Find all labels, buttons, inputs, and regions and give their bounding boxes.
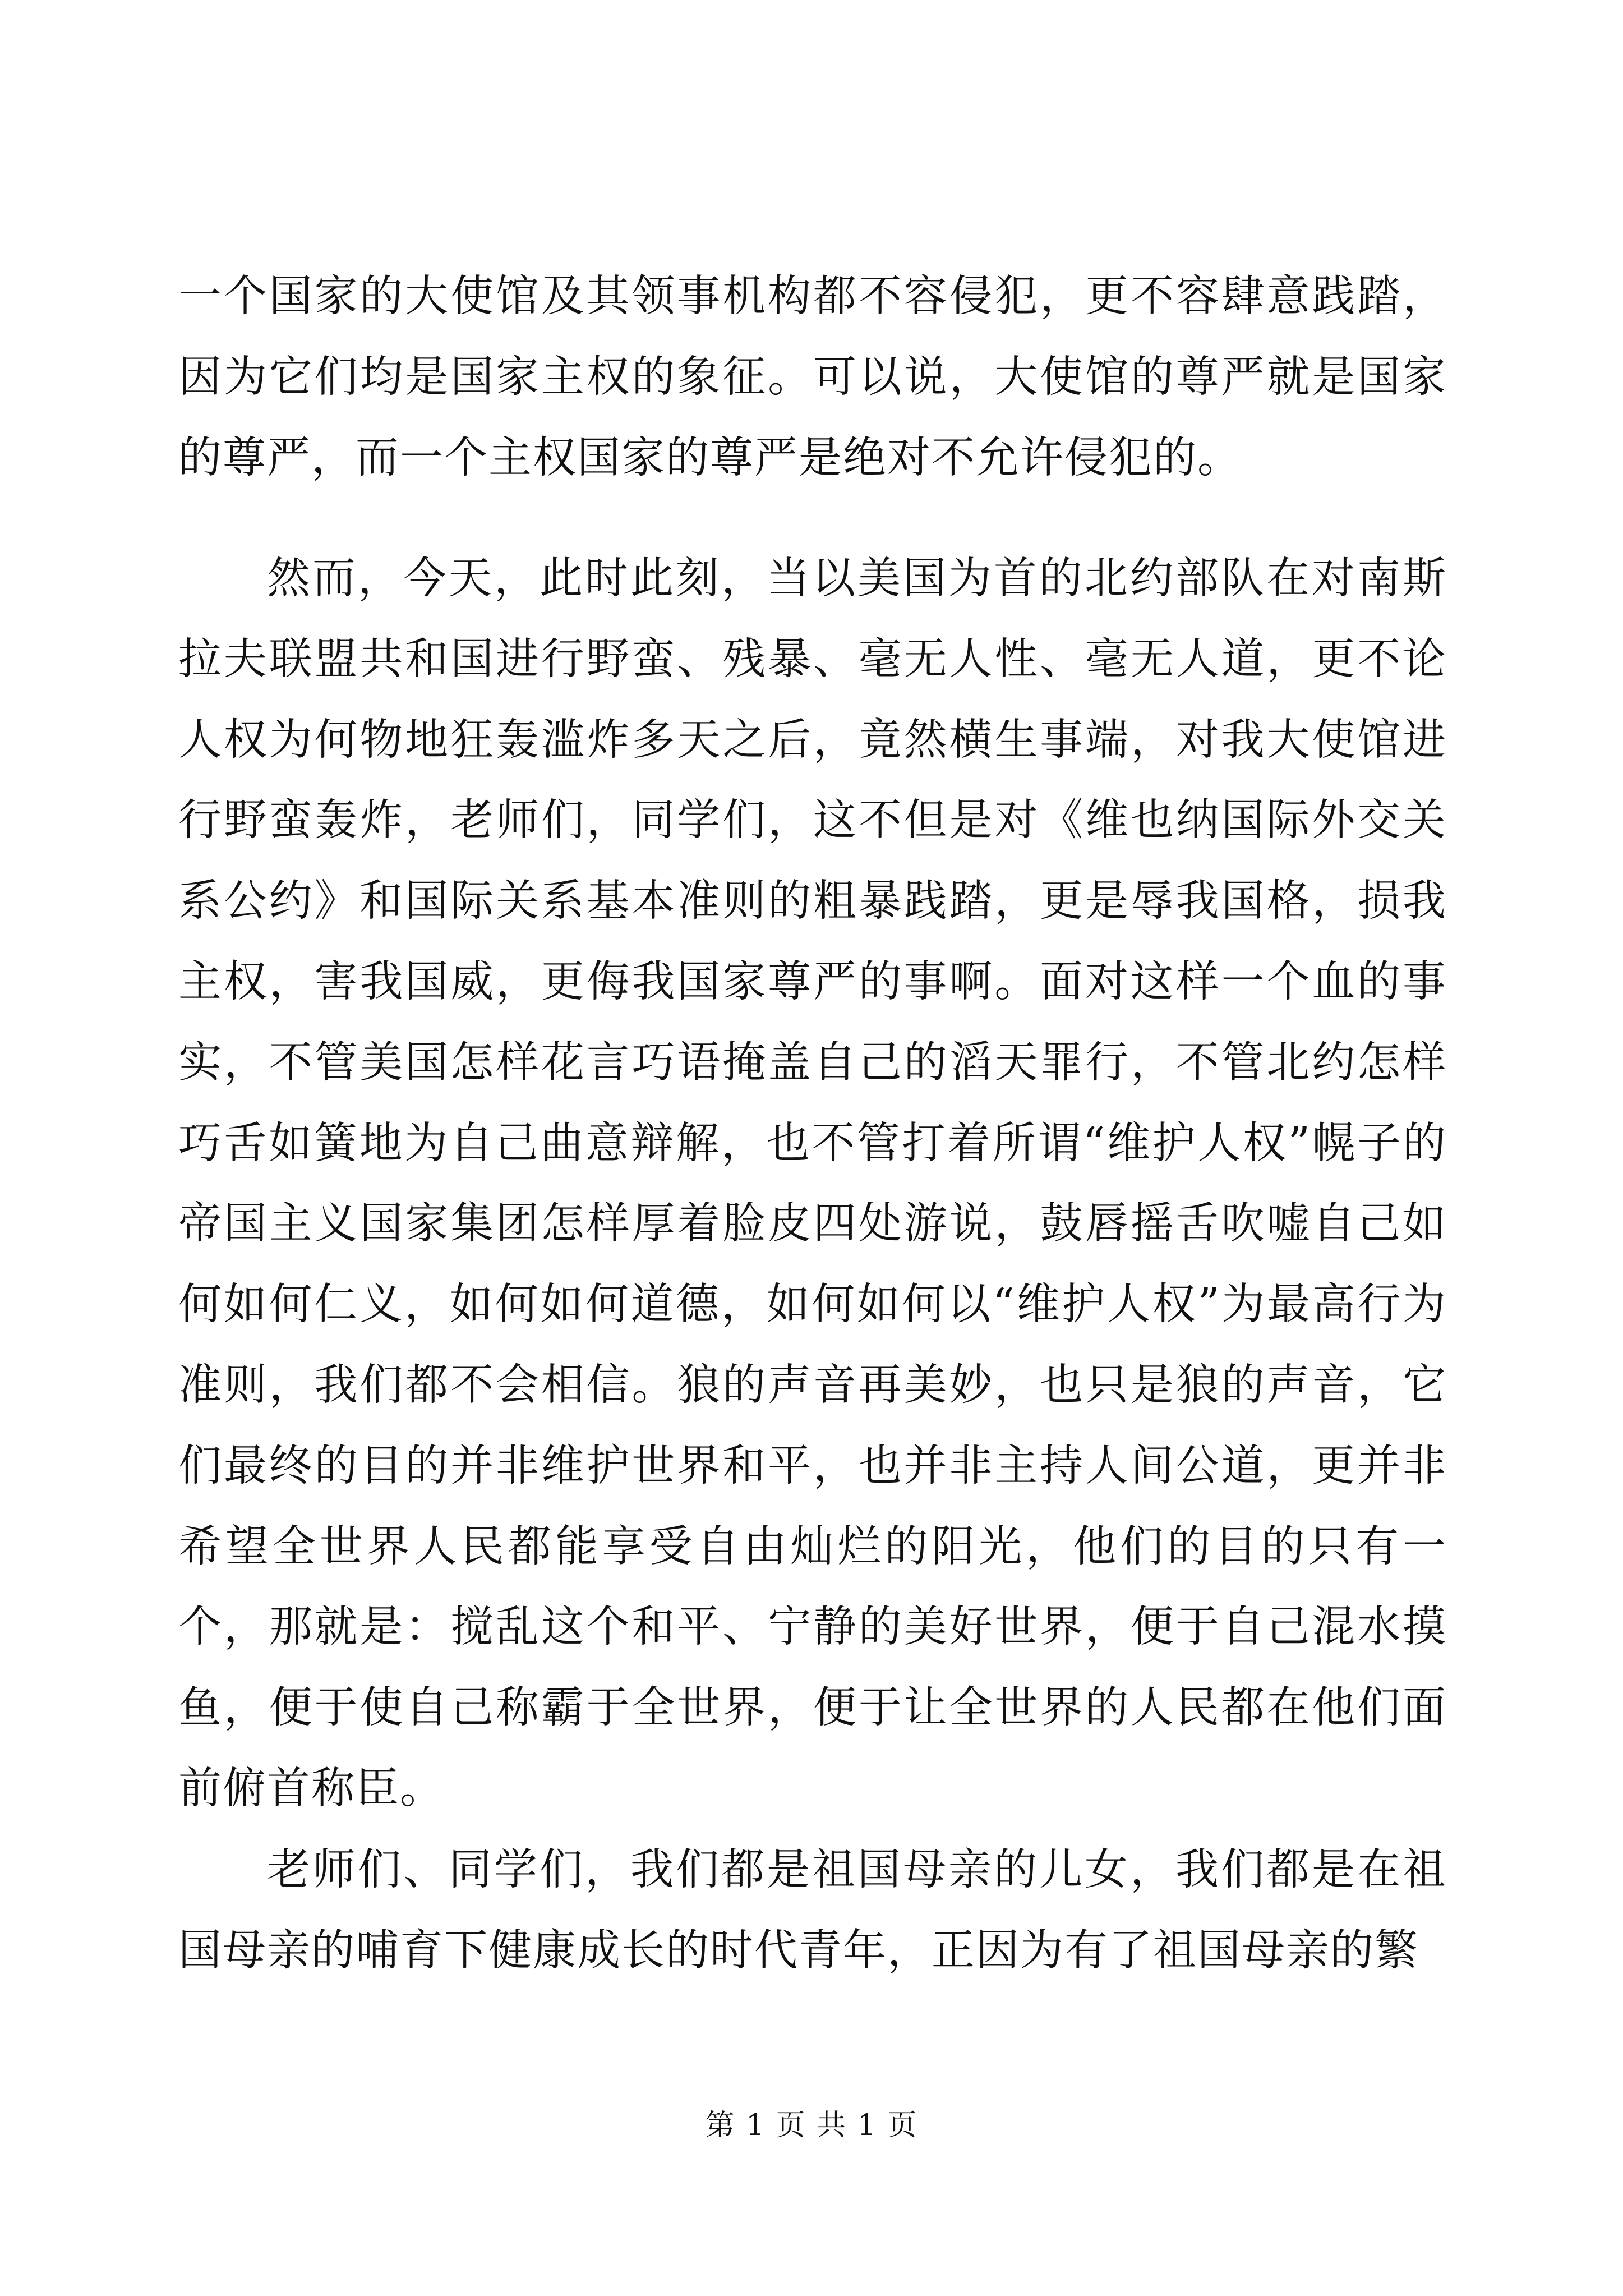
paragraph-1: 一个国家的大使馆及其领事机构都不容侵犯，更不容肆意践踏，因为它们均是国家主权的象征。可以说，大使馆的尊严就是国家的尊严，而一个主权国家的尊严是绝对不允许侵犯的。 <box>178 272 1447 483</box>
paragraph-3: 老师们、同学们，我们都是祖国母亲的儿女，我们都是在祖国母亲的哺育下健康成长的时代青年，正因为有了祖国母亲的繁 <box>178 1845 1447 1976</box>
paragraph-2: 然而，今天，此时此刻，当以美国为首的北约部队在对南斯拉夫联盟共和国进行野蛮、残暴、毫无人性、毫无人道，更不论人权为何物地狂轰滥炸多天之后，竟然横生事端，对我大使馆进行野蛮轰炸，老师们，同学们，这不但是对《维也纳国际外交关系公约》和国际关系基本准则的粗暴践踏，更是辱我国格，损我主权，害我国威，更侮我国家尊严的事啊。面对这样一个血的事实，不管美国怎样花言巧语掩盖自己的滔天罪行，不管北约怎样巧舌如簧地为自己曲意辩解，也不管打着所谓“维护人权”幌子的帝国主义国家集团怎样厚着脸皮四处游说，鼓唇摇舌吹嘘自己如何如何仁义，如何如何道德，如何如何以“维护人权”为最高行为准则，我们都不会相信。狼的声音再美妙，也只是狼的声音，它们最终的目的并非维护世界和平，也并非主持人间公道，更并非希望全世界人民都能享受自由灿烂的阳光，他们的目的只有一个，那就是：搅乱这个和平、宁静的美好世界，便于自己混水摸鱼，便于使自己称霸于全世界，便于让全世界的人民都在他们面前俯首称臣。 <box>178 554 1447 1814</box>
page-footer: 第 1 页 共 1 页 <box>705 2109 918 2142</box>
